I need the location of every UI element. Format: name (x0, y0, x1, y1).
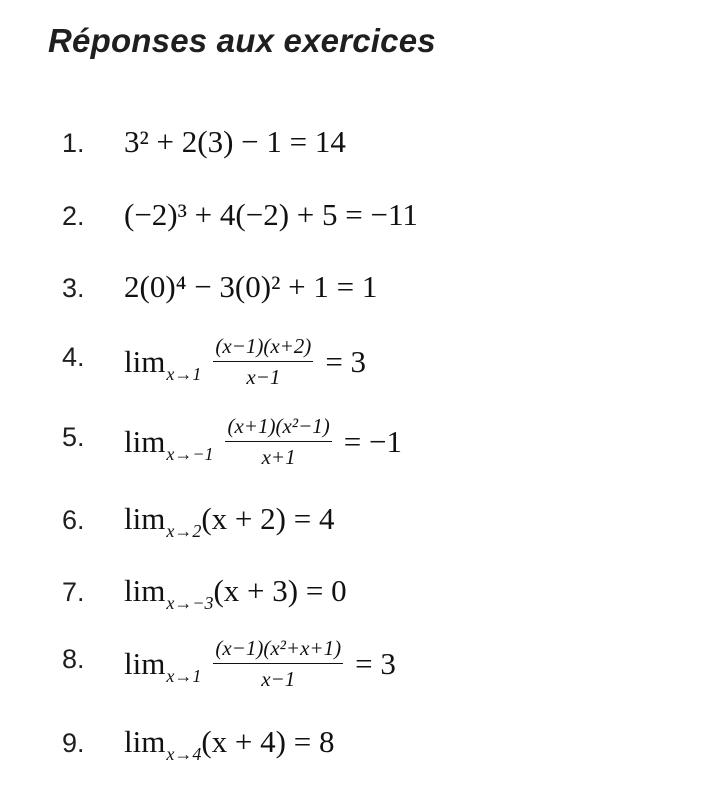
limit-body: (x + 4) = 8 (201, 724, 335, 759)
limit-body: (x + 2) = 4 (201, 501, 335, 536)
item-expression (124, 501, 335, 541)
item-number: 8. (62, 644, 85, 674)
limit-operator: lim x→−3 (124, 573, 214, 613)
list-item (0, 569, 720, 629)
list-item (0, 334, 720, 398)
item-number: 2. (62, 201, 85, 231)
item-number: 1. (62, 128, 85, 158)
item-expression: 2(0)⁴ − 3(0)² + 1 = 1 (124, 269, 378, 304)
item-number: 5. (62, 422, 85, 452)
item-expression (124, 724, 335, 764)
list-item (0, 265, 720, 325)
item-number: 9. (62, 728, 85, 758)
limit-operator: lim x→1 (124, 646, 202, 686)
item-number: 6. (62, 505, 85, 535)
limit-subscript: x→−1 (166, 444, 214, 464)
fraction-denominator: x−1 (246, 365, 281, 389)
limit-subscript: x→4 (166, 744, 202, 764)
item-number: 7. (62, 577, 85, 607)
limit-subscript: x→−3 (166, 593, 214, 613)
list-item (0, 720, 720, 780)
list-item (0, 497, 720, 557)
item-expression: 3² + 2(3) − 1 = 14 (124, 124, 346, 159)
limit-subscript: x→1 (166, 364, 202, 384)
list-item (0, 120, 720, 180)
list-item (0, 193, 720, 253)
item-expression (124, 334, 366, 390)
item-expression (124, 573, 347, 613)
item-expression: (−2)³ + 4(−2) + 5 = −11 (124, 197, 418, 232)
list-item (0, 636, 720, 700)
fraction-numerator: (x+1)(x²−1) (225, 414, 331, 442)
expression-rhs: = 3 (325, 344, 367, 379)
limit-subscript: x→2 (166, 521, 202, 541)
fraction (225, 414, 331, 470)
limit-subscript: x→1 (166, 666, 202, 686)
fraction-denominator: x+1 (261, 445, 296, 469)
limit-operator: lim x→−1 (124, 424, 214, 464)
limit-operator: lim x→4 (124, 724, 202, 764)
item-number: 3. (62, 273, 85, 303)
fraction-numerator: (x−1)(x+2) (213, 334, 313, 362)
fraction (213, 334, 313, 390)
fraction (213, 636, 343, 692)
list-item (0, 414, 720, 478)
page-title: Réponses aux exercices (48, 22, 436, 59)
expression-rhs: = 3 (355, 646, 396, 681)
expression-rhs: = −1 (343, 424, 402, 459)
limit-body: (x + 3) = 0 (213, 573, 347, 608)
fraction-denominator: x−1 (261, 667, 296, 691)
item-expression (124, 414, 402, 470)
fraction-numerator: (x−1)(x²+x+1) (213, 636, 343, 664)
item-number: 4. (62, 342, 85, 372)
item-expression (124, 636, 396, 692)
limit-operator: lim x→2 (124, 501, 202, 541)
limit-operator: lim x→1 (124, 344, 202, 384)
